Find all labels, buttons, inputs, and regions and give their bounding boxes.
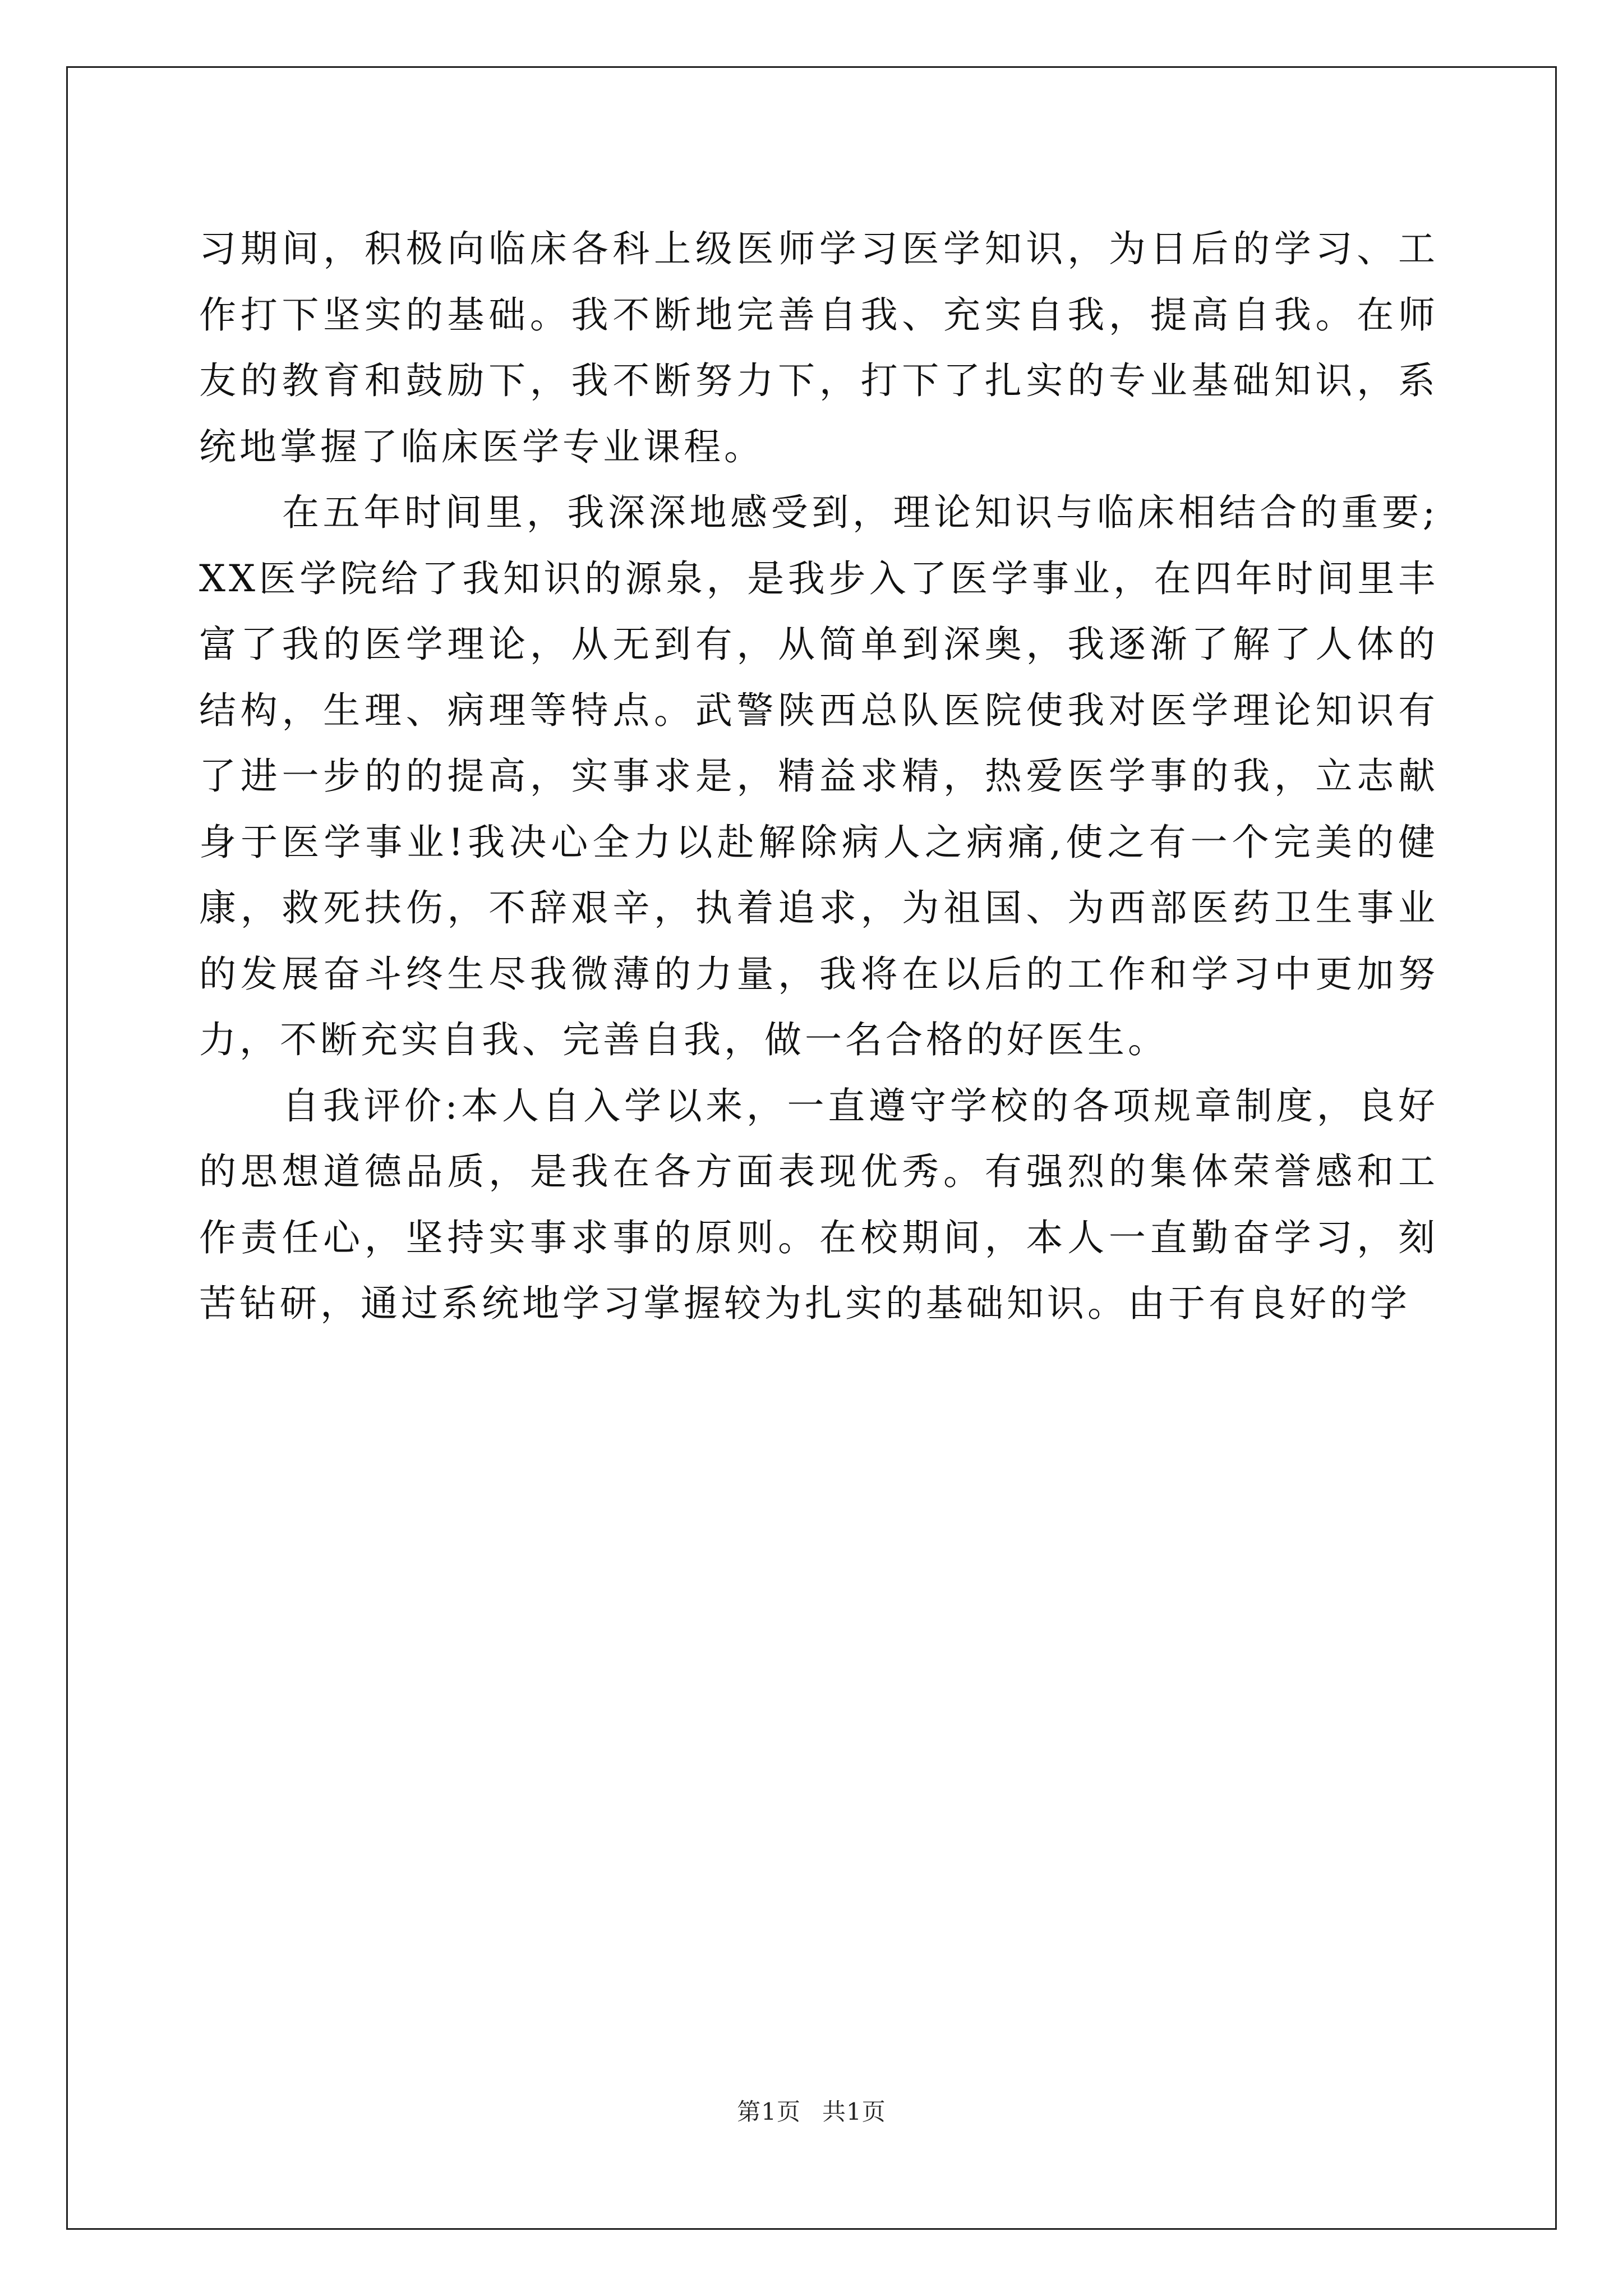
document-body xyxy=(199,216,1438,1337)
paragraph-2: 在五年时间里，我深深地感受到，理论知识与临床相结合的重要;XX医学院给了我知识的源泉，是我步入了医学事业，在四年时间里丰富了我的医学理论，从无到有，从简单到深奥，我逐渐了解了人体的结构，生理、病理等特点。武警陕西总队医院使我对医学理论知识有了进一步的的提高，实事求是，精益求精，热爱医学事的我，立志献身于医学事业!我决心全力以赴解除病人之病痛,使之有一个完美的健康，救死扶伤，不辞艰辛，执着追求，为祖国、为西部医药卫生事业的发展奋斗终生尽我微薄的力量，我将在以后的工作和学习中更加努力，不断充实自我、完善自我，做一名合格的好医生。 xyxy=(199,491,1438,1061)
page-number: 第1页 xyxy=(737,2098,801,2125)
paragraph-3: 自我评价:本人自入学以来，一直遵守学校的各项规章制度，良好的思想道德品质，是我在各方面表现优秀。有强烈的集体荣誉感和工作责任心，坚持实事求事的原则。在校期间，本人一直勤奋学习，刻苦钻研，通过系统地学习掌握较为扎实的基础知识。由于有良好的学 xyxy=(199,1084,1438,1325)
paragraph-1: 习期间，积极向临床各科上级医师学习医学知识，为日后的学习、工作打下坚实的基础。我不断地完善自我、充实自我，提高自我。在师友的教育和鼓励下，我不断努力下，打下了扎实的专业基础知识，系统地掌握了临床医学专业课程。 xyxy=(199,227,1438,468)
page-total: 共1页 xyxy=(822,2098,886,2125)
page-footer xyxy=(0,2093,1623,2127)
